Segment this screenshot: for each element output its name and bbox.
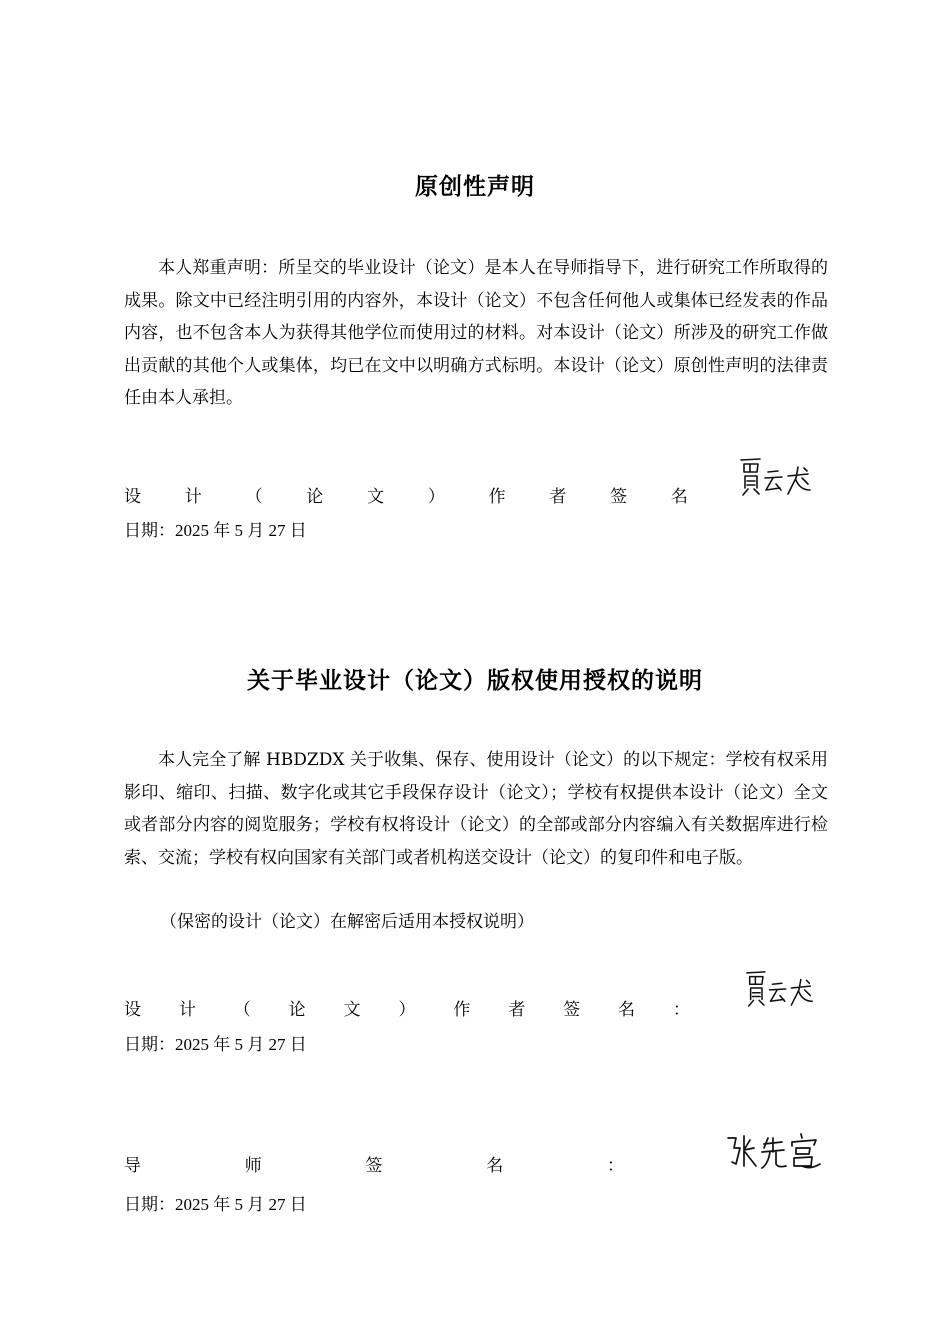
- label-char: （: [245, 487, 263, 507]
- label-char: 作: [453, 1000, 471, 1020]
- label-char: ）: [427, 487, 445, 507]
- label-char: 名: [618, 1000, 636, 1020]
- authorization-title: 关于毕业设计（论文）版权使用授权的说明: [247, 668, 703, 694]
- label-char: 计: [184, 487, 202, 507]
- label-char: 签: [365, 1156, 383, 1176]
- confidential-note: （保密的设计（论文）在解密后适用本授权说明）: [160, 912, 534, 932]
- label-char: 名: [670, 487, 688, 507]
- label-char: 签: [563, 1000, 581, 1020]
- label-char: 者: [508, 1000, 526, 1020]
- author-signature-image: [738, 454, 814, 498]
- label-char: 导: [124, 1156, 141, 1176]
- author-signature-image-2: [744, 966, 816, 1010]
- label-char: 名: [486, 1156, 504, 1176]
- label-char: 计: [178, 1000, 196, 1020]
- authorization-author-signature-label: [124, 995, 690, 1020]
- label-char: ：: [672, 1000, 690, 1020]
- advisor-signature-label: [124, 1151, 624, 1176]
- originality-signature-label: [124, 482, 688, 507]
- originality-paragraph: 本人郑重声明：所呈交的毕业设计（论文）是本人在导师指导下，进行研究工作所取得的成果。除文中已经注明引用的内容外，本设计（论文）不包含任何他人或集体已经发表的作品内容，也不包含本人为获得其他学位而使用过的材料。对本设计（论文）所涉及的研究工作做出贡献的其他个人或集体，均已在文中以明确方式标明。本设计（论文）原创性声明的法律责任由本人承担。: [124, 258, 828, 408]
- label-char: 者: [549, 487, 567, 507]
- label-char: 文: [343, 1000, 361, 1020]
- label-char: 签: [610, 487, 628, 507]
- advisor-signature-image: [724, 1130, 822, 1172]
- authorization-author-date: 日期：2025 年 5 月 27 日: [124, 1035, 307, 1054]
- label-char: 设: [124, 1000, 141, 1020]
- authorization-paragraph: 本人完全了解 HBDZDX 关于收集、保存、使用设计（论文）的以下规定：学校有权采用影印、缩印、扫描、数字化或其它手段保存设计（论文）；学校有权提供本设计（论文）全文或者部分内容的阅览服务；学校有权将设计（论文）的全部或部分内容编入有关数据库进行检索、交流；学校有权向国家有关部门或者机构送交设计（论文）的复印件和电子版。: [124, 750, 828, 868]
- label-char: ）: [398, 1000, 416, 1020]
- label-char: 设: [124, 487, 141, 507]
- label-char: （: [233, 1000, 251, 1020]
- originality-title: 原创性声明: [415, 174, 535, 200]
- label-char: 论: [306, 487, 324, 507]
- label-char: 作: [488, 487, 506, 507]
- label-char: 文: [367, 487, 385, 507]
- originality-date: 日期：2025 年 5 月 27 日: [124, 521, 307, 540]
- advisor-date: 日期：2025 年 5 月 27 日: [124, 1195, 307, 1214]
- label-char: 师: [244, 1156, 262, 1176]
- label-char: ：: [607, 1156, 624, 1176]
- label-char: 论: [288, 1000, 306, 1020]
